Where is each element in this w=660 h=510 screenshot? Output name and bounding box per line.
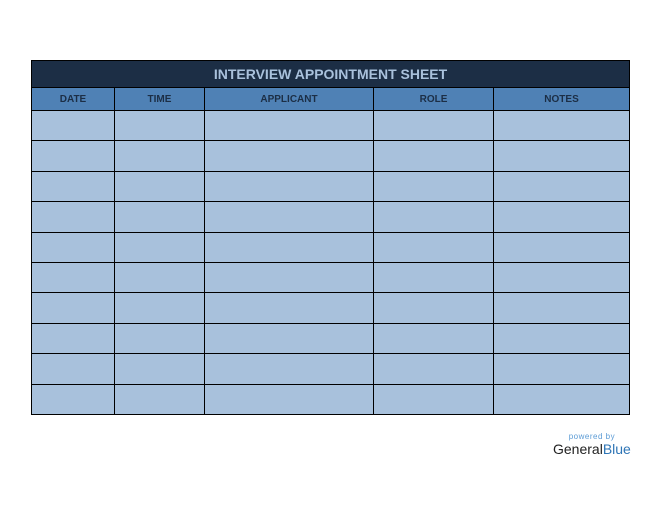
sheet-title: INTERVIEW APPOINTMENT SHEET: [32, 61, 630, 88]
cell-date[interactable]: [32, 141, 115, 171]
cell-date[interactable]: [32, 323, 115, 353]
cell-notes[interactable]: [494, 262, 630, 292]
brand-blue: Blue: [602, 441, 631, 457]
cell-notes[interactable]: [494, 202, 630, 232]
cell-time[interactable]: [115, 262, 205, 292]
powered-by-text: powered by: [568, 432, 616, 441]
cell-date[interactable]: [32, 171, 115, 201]
cell-notes[interactable]: [494, 323, 630, 353]
cell-applicant[interactable]: [205, 171, 374, 201]
cell-notes[interactable]: [494, 141, 630, 171]
table-row: [32, 384, 630, 414]
cell-time[interactable]: [115, 111, 205, 141]
cell-date[interactable]: [32, 232, 115, 262]
cell-notes[interactable]: [494, 111, 630, 141]
table-row: [32, 141, 630, 171]
table-row: [32, 171, 630, 201]
cell-applicant[interactable]: [205, 384, 374, 414]
cell-date[interactable]: [32, 293, 115, 323]
column-header-notes: NOTES: [494, 88, 630, 111]
table-row: [32, 262, 630, 292]
table-row: [32, 323, 630, 353]
cell-role[interactable]: [374, 171, 494, 201]
cell-time[interactable]: [115, 354, 205, 384]
cell-notes[interactable]: [494, 354, 630, 384]
cell-time[interactable]: [115, 323, 205, 353]
cell-applicant[interactable]: [205, 111, 374, 141]
cell-date[interactable]: [32, 202, 115, 232]
cell-time[interactable]: [115, 171, 205, 201]
table-row: [32, 232, 630, 262]
column-header-applicant: APPLICANT: [205, 88, 374, 111]
table-row: [32, 293, 630, 323]
cell-notes[interactable]: [494, 232, 630, 262]
cell-time[interactable]: [115, 384, 205, 414]
column-header-role: ROLE: [374, 88, 494, 111]
cell-date[interactable]: [32, 262, 115, 292]
cell-applicant[interactable]: [205, 202, 374, 232]
cell-role[interactable]: [374, 111, 494, 141]
cell-role[interactable]: [374, 262, 494, 292]
cell-date[interactable]: [32, 111, 115, 141]
cell-role[interactable]: [374, 354, 494, 384]
column-header-date: DATE: [32, 88, 115, 111]
cell-notes[interactable]: [494, 171, 630, 201]
interview-sheet-table: [31, 60, 630, 415]
column-header-time: TIME: [115, 88, 205, 111]
cell-role[interactable]: [374, 232, 494, 262]
cell-applicant[interactable]: [205, 232, 374, 262]
table-row: [32, 111, 630, 141]
cell-time[interactable]: [115, 141, 205, 171]
cell-date[interactable]: [32, 384, 115, 414]
cell-role[interactable]: [374, 384, 494, 414]
cell-applicant[interactable]: [205, 262, 374, 292]
cell-time[interactable]: [115, 232, 205, 262]
table-row: [32, 354, 630, 384]
cell-applicant[interactable]: [205, 293, 374, 323]
brand-general: General: [553, 441, 603, 457]
generalblue-logo[interactable]: [553, 432, 631, 457]
cell-notes[interactable]: [494, 293, 630, 323]
cell-notes[interactable]: [494, 384, 630, 414]
cell-applicant[interactable]: [205, 141, 374, 171]
cell-role[interactable]: [374, 141, 494, 171]
cell-applicant[interactable]: [205, 354, 374, 384]
cell-role[interactable]: [374, 202, 494, 232]
table-row: [32, 202, 630, 232]
cell-time[interactable]: [115, 293, 205, 323]
cell-date[interactable]: [32, 354, 115, 384]
cell-time[interactable]: [115, 202, 205, 232]
cell-role[interactable]: [374, 323, 494, 353]
cell-applicant[interactable]: [205, 323, 374, 353]
cell-role[interactable]: [374, 293, 494, 323]
